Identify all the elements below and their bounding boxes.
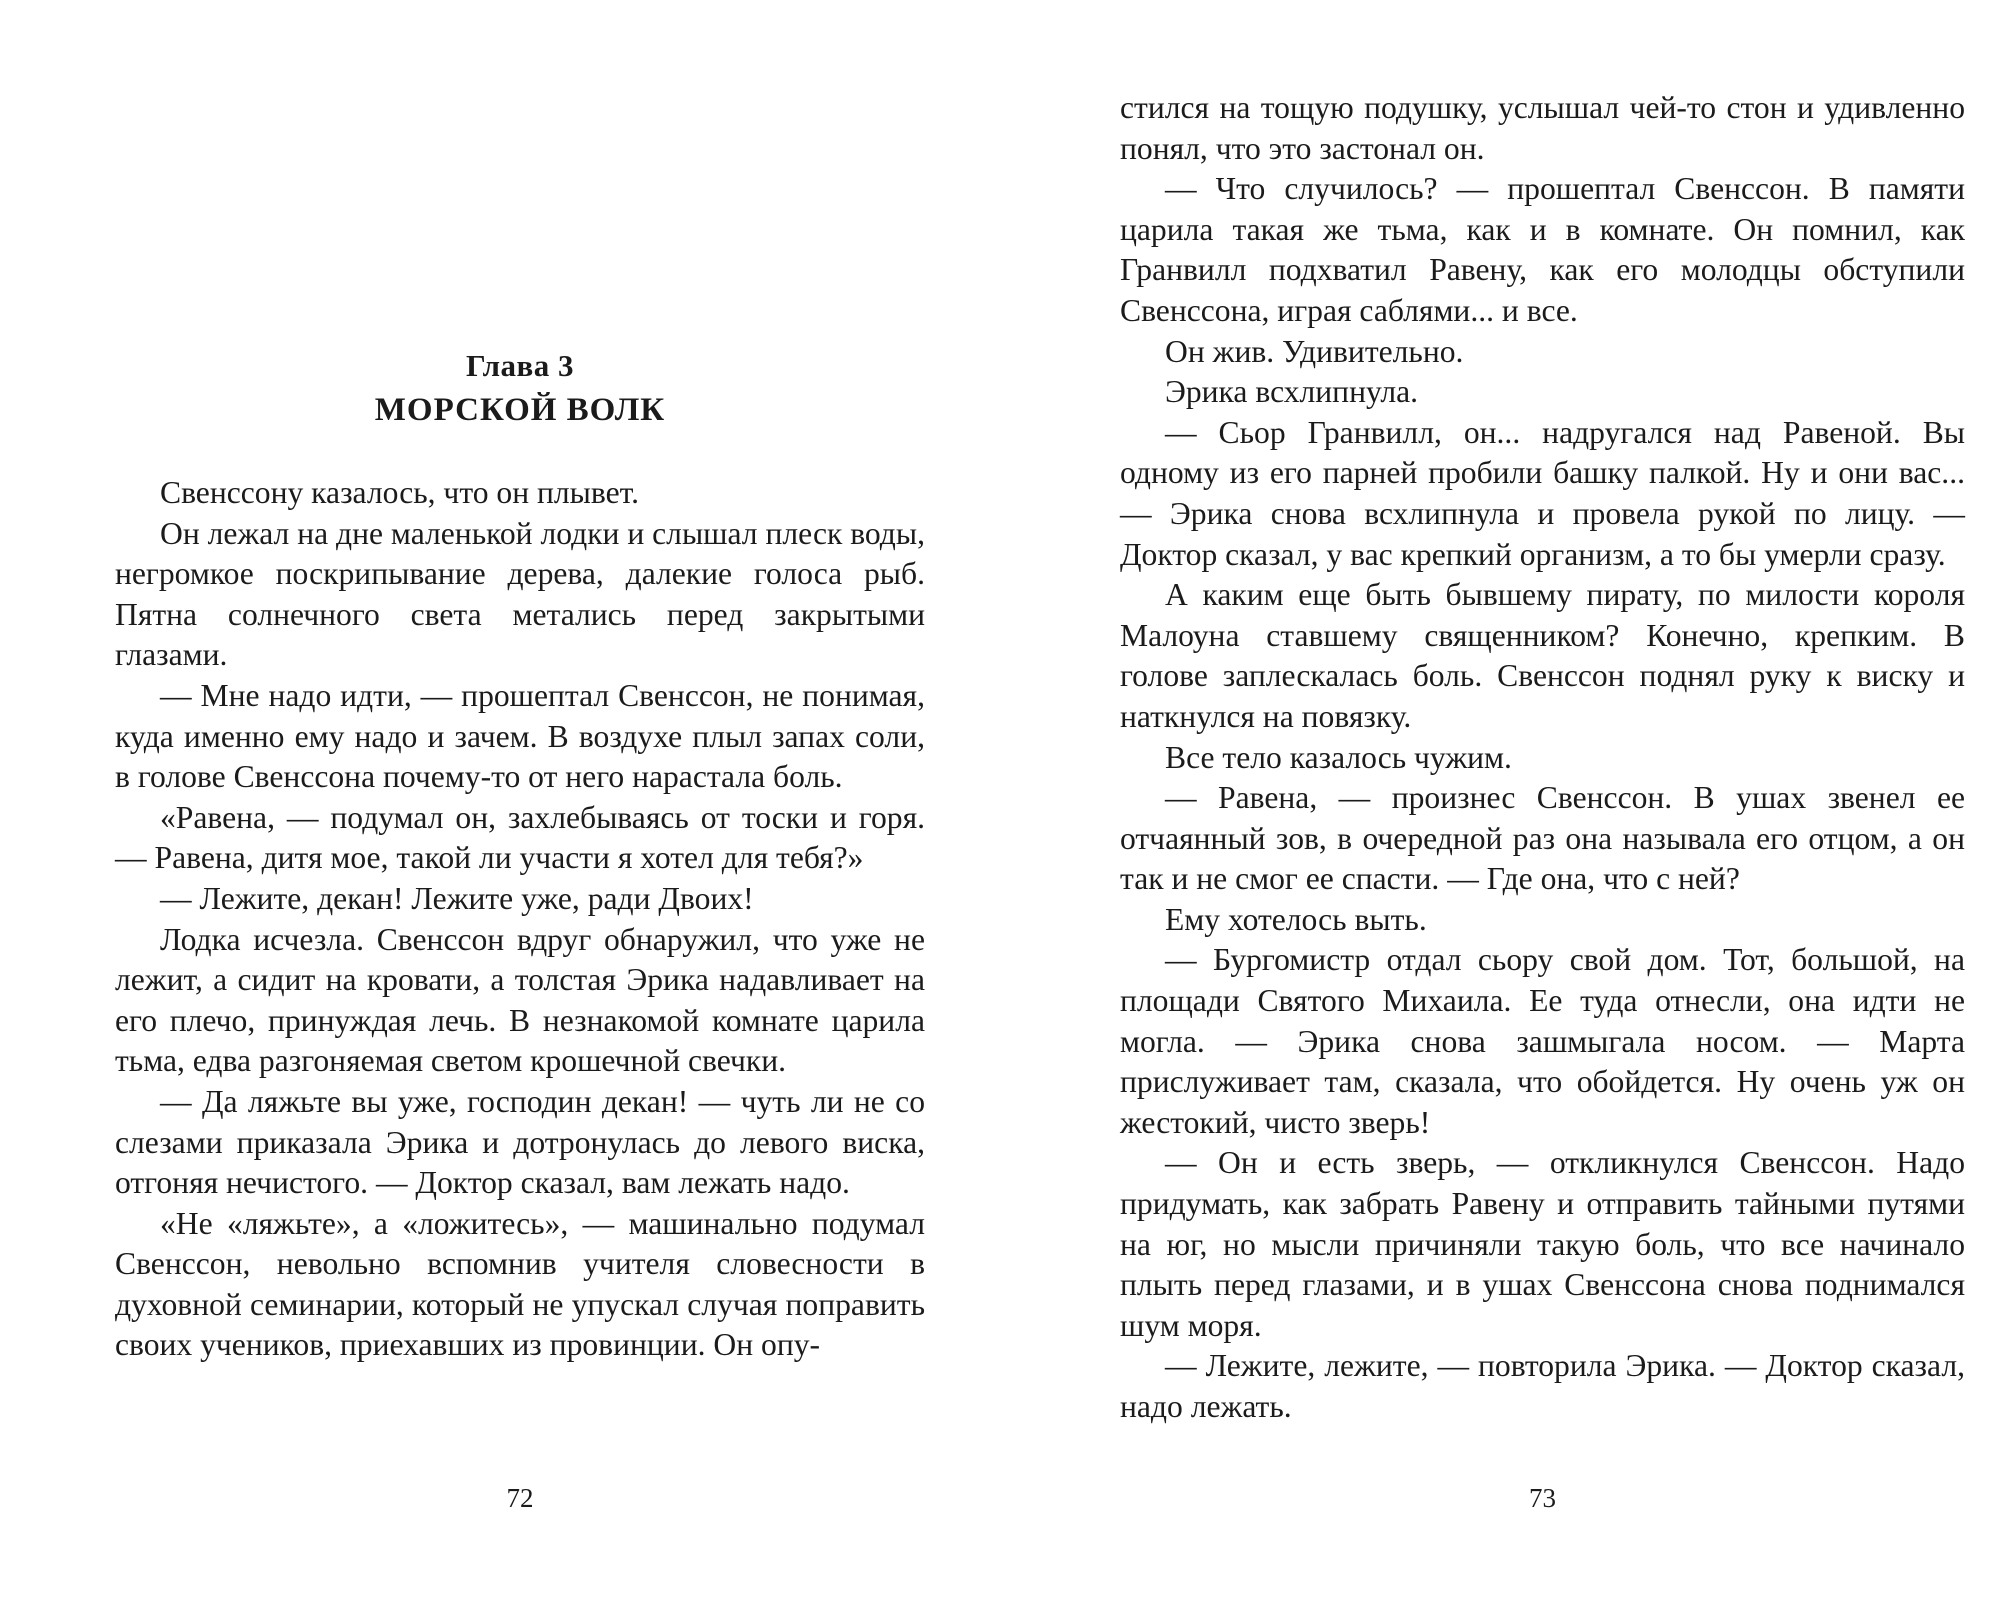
paragraph: — Он и есть зверь, — откликнулся Свенссон. Надо придумать, как забрать Равену и отправить тайными путями на юг, но мысли причиняли такую боль, что все начинало плыть перед глазами, и в ушах Свенссона снова поднимался шум моря. xyxy=(1120,1145,1965,1343)
paragraph: — Что случилось? — прошептал Свенссон. В памяти царила такая же тьма, как и в комнате. Он помнил, как Гранвилл подхватил Равену, как его молодцы обступили Свенссона, играя саблями... и все. xyxy=(1120,171,1965,328)
paragraph: А каким еще быть бывшему пирату, по милости короля Малоуна ставшему священником? Конечно, крепким. В голове заплескалась боль. Свенссон поднял руку к виску и наткнулся на повязку. xyxy=(1120,577,1965,734)
paragraph: — Сьор Гранвилл, он... надругался над Равеной. Вы одному из его парней пробили башку палкой. Ну и они вас... — Эрика снова всхлипнула и провела рукой по лицу. — Доктор сказал, у вас крепкий организм, а то бы умерли сразу. xyxy=(1120,414,1965,572)
paragraph: «Не «ляжьте», а «ложитесь», — машинально подумал Свенссон, невольно вспомнив учителя словесности в духовной семинарии, который не упускал случая поправить своих учеников, приехавших из провинции. Он опу- xyxy=(115,1205,925,1363)
paragraph: Эрика всхлипнула. xyxy=(1165,374,1419,410)
paragraph: — Лежите, лежите, — повторила Эрика. — Доктор сказал, надо лежать. xyxy=(1120,1348,1965,1424)
paragraph: Ему хотелось выть. xyxy=(1165,901,1427,937)
paragraph: — Мне надо идти, — прошептал Свенссон, не понимая, куда именно ему надо и зачем. В воздухе плыл запах соли, в голове Свенссона почему-то от него нарастала боль. xyxy=(115,677,925,795)
paragraph: Свенссону казалось, что он плывет. xyxy=(160,475,639,510)
page-number-left: 72 xyxy=(506,1483,534,1513)
chapter-title: МОРСКОЙ ВОЛК xyxy=(374,392,666,428)
right-page xyxy=(1120,0,1965,1615)
paragraph: Он жив. Удивительно. xyxy=(1165,333,1464,369)
right-page-text xyxy=(1120,88,1965,1428)
left-page xyxy=(115,0,925,1615)
paragraph: Лодка исчезла. Свенссон вдруг обнаружил, что уже не лежит, а сидит на кровати, а толстая Эрика надавливает на его плечо, принуждая лечь. В незнакомой комнате царила тьма, едва разгоняемая светом крошечной свечки. xyxy=(115,921,925,1079)
paragraph: — Равена, — произнес Свенссон. В ушах звенел ее отчаянный зов, в очередной раз она называла его отцом, а он так и не смог ее спасти. — Где она, что с ней? xyxy=(1120,780,1965,897)
left-page-text xyxy=(115,473,925,1366)
paragraph: — Бургомистр отдал сьору свой дом. Тот, большой, на площади Святого Михаила. Ее туда отнесли, она идти не могла. — Эрика снова зашмыгала носом. — Марта прислуживает там, сказала, что обойдется. Ну очень уж он жестокий, чисто зверь! xyxy=(1120,942,1965,1140)
paragraph: — Лежите, декан! Лежите уже, ради Двоих! xyxy=(160,880,754,916)
continued-paragraph: стился на тощую подушку, услышал чей-то стон и удивленно понял, что это застонал он. xyxy=(1120,90,1965,166)
chapter-heading xyxy=(115,345,925,433)
paragraph: Все тело казалось чужим. xyxy=(1165,739,1512,775)
paragraph: «Равена, — подумал он, захлебываясь от тоски и горя. — Равена, дитя мое, такой ли участи я хотел для тебя?» xyxy=(115,799,925,876)
page-number-right: 73 xyxy=(1529,1483,1556,1513)
paragraph: — Да ляжьте вы уже, господин декан! — чуть ли не со слезами приказала Эрика и дотронулась до левого виска, отгоняя нечистого. — Доктор сказал, вам лежать надо. xyxy=(115,1083,925,1201)
chapter-number: Глава 3 xyxy=(465,348,575,383)
paragraph: Он лежал на дне маленькой лодки и слышал плеск воды, негромкое поскрипывание дерева, далекие голоса рыб. Пятна солнечного света метались перед закрытыми глазами. xyxy=(115,515,926,673)
